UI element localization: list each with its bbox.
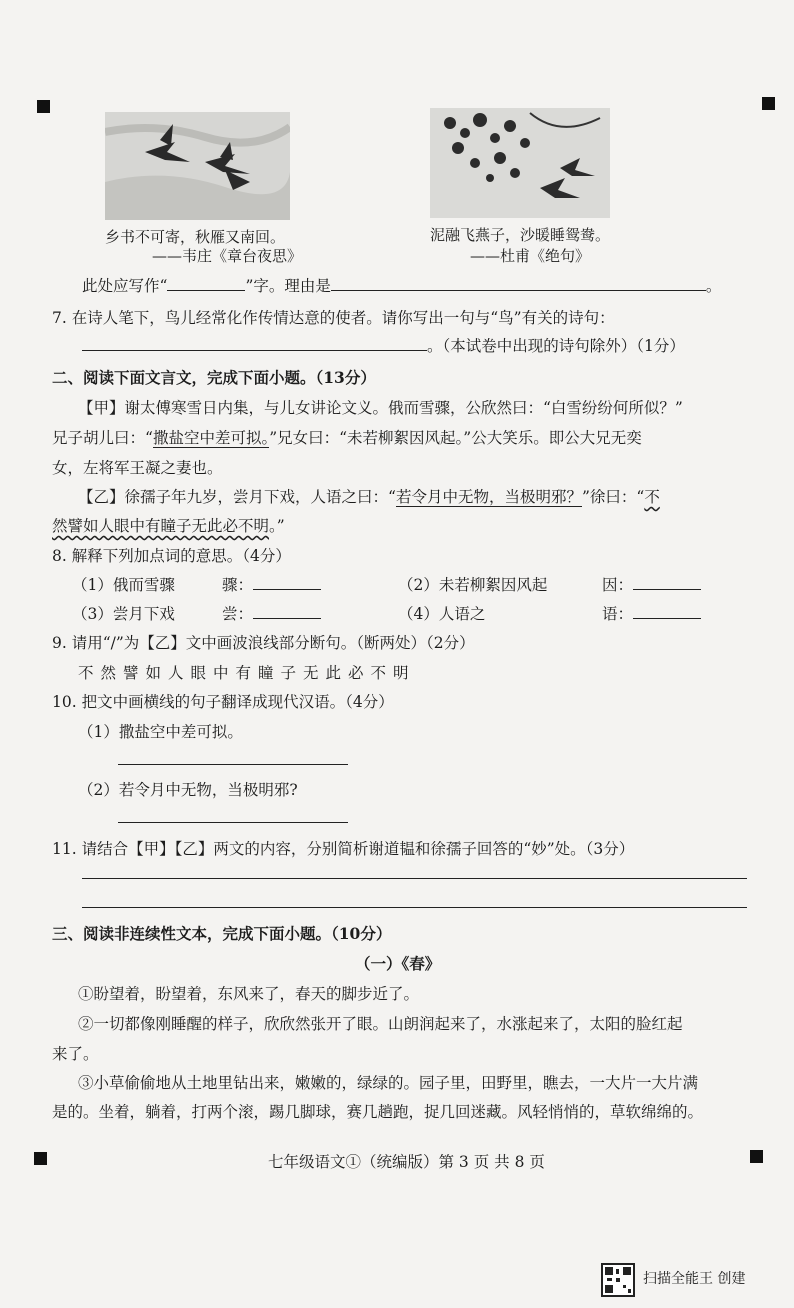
q10-sentence-2: （2）若令月中无物，当极明邪? bbox=[78, 781, 298, 799]
registration-mark-top-right bbox=[762, 97, 775, 110]
poem-right-line: 泥融飞燕子，沙暖睡鸳鸯。 bbox=[430, 226, 611, 244]
registration-mark-top-left bbox=[37, 100, 50, 113]
q8-item-4 bbox=[398, 602, 485, 624]
q9-text: 不然譬如人眼中有瞳子无此必不明 bbox=[78, 664, 416, 682]
q11-answer-line-2[interactable] bbox=[82, 907, 747, 908]
q8-item-1-answer bbox=[222, 573, 321, 595]
q8-item-4-answer bbox=[602, 602, 701, 624]
q8-item-2-phrase: （2）未若柳絮因风起 bbox=[398, 576, 548, 594]
q8-item-2-word: 因： bbox=[602, 576, 634, 594]
registration-mark-bottom-left bbox=[34, 1152, 47, 1165]
yi-line-1 bbox=[78, 485, 660, 507]
yi-line-2 bbox=[52, 514, 285, 536]
chun-paragraph-3-line-2: 是的。坐着，躺着，打两个滚，踢几脚球，赛几趟跑，捉几回迷藏。风轻悄悄的，草软绵绵的。 bbox=[52, 1103, 704, 1121]
q8-item-2 bbox=[398, 573, 547, 595]
geese-illustration bbox=[105, 112, 290, 220]
jia-line-2-a: 兄子胡儿曰：“ bbox=[52, 429, 153, 447]
q11-answer-line-1[interactable] bbox=[82, 878, 747, 879]
poem-left-source: ——韦庄《章台夜思》 bbox=[152, 247, 303, 265]
chun-paragraph-3-line-1: ③小草偷偷地从土地里钻出来，嫩嫩的，绿绿的。园子里，田野里，瞧去，一大片一大片满 bbox=[78, 1074, 699, 1092]
q8-item-4-word: 语： bbox=[602, 605, 634, 623]
q9-title: 9. 请用“/”为【乙】文中画波浪线部分断句。（断两处）（2分） bbox=[52, 634, 475, 652]
q6-answer-line bbox=[82, 274, 721, 296]
chun-paragraph-2-line-2: 来了。 bbox=[52, 1045, 99, 1063]
page-footer: 七年级语文①（统编版）第 3 页 共 8 页 bbox=[268, 1153, 545, 1171]
q10-answer-1-line[interactable] bbox=[118, 764, 348, 765]
jia-line-2 bbox=[52, 426, 642, 448]
q8-item-4-phrase: （4）人语之 bbox=[398, 605, 486, 623]
jia-underlined-sentence: 撒盐空中差可拟。 bbox=[152, 429, 270, 447]
q8-item-3-phrase: （3）尝月下戏 bbox=[72, 605, 175, 623]
q7-prompt: 7. 在诗人笔下，鸟儿经常化作传情达意的使者。请你写出一句与“鸟”有关的诗句： bbox=[52, 309, 615, 327]
jia-line-2-b: ”兄女曰：“未若柳絮因风起。”公大笑乐。即公大兄无奕 bbox=[269, 429, 642, 447]
swallows-illustration bbox=[430, 108, 610, 218]
section3-subtitle: （一）《春》 bbox=[355, 954, 441, 973]
yi-line-1-b: ”徐曰：“ bbox=[581, 488, 645, 506]
q8-item-3-answer bbox=[222, 602, 321, 624]
q8-item-3-blank[interactable] bbox=[253, 604, 321, 619]
q6-reason-blank[interactable] bbox=[331, 276, 706, 291]
poem-right-source: ——杜甫《绝句》 bbox=[470, 247, 591, 265]
q10-answer-2-line[interactable] bbox=[118, 822, 348, 823]
section2-heading: 二、阅读下面文言文，完成下面小题。（13分） bbox=[52, 368, 376, 387]
section3-heading: 三、阅读非连续性文本，完成下面小题。（10分） bbox=[52, 924, 392, 943]
q8-item-2-answer bbox=[602, 573, 701, 595]
poem-left-line: 乡书不可寄，秋雁又南回。 bbox=[105, 228, 286, 246]
yi-line-2-b: 。” bbox=[269, 517, 285, 535]
q8-item-1-phrase: （1）俄而雪骤 bbox=[72, 576, 175, 594]
registration-mark-bottom-right bbox=[750, 1150, 763, 1163]
q6-text-a: 此处应写作“ bbox=[82, 277, 168, 295]
q6-char-blank[interactable] bbox=[167, 276, 245, 291]
jia-line-1: 【甲】谢太傅寒雪日内集，与儿女讲论文义。俄而雪骤，公欣然曰：“白雪纷纷何所似？” bbox=[78, 399, 683, 417]
yi-wavy-start: 不 bbox=[644, 488, 660, 506]
qr-code-icon bbox=[601, 1263, 635, 1297]
q7-answer-blank[interactable] bbox=[82, 336, 427, 351]
q7-answer-line bbox=[82, 334, 685, 356]
q8-item-4-blank[interactable] bbox=[633, 604, 701, 619]
q7-tail: 。（本试卷中出现的诗句除外）（1分） bbox=[427, 337, 685, 355]
q10-title: 10. 把文中画横线的句子翻译成现代汉语。（4分） bbox=[52, 693, 394, 711]
q8-item-3 bbox=[72, 602, 175, 624]
yi-wavy-sentence: 然譬如人眼中有瞳子无此必不明 bbox=[52, 517, 270, 535]
scanner-watermark-text: 扫描全能王 创建 bbox=[643, 1271, 746, 1287]
q6-text-b: ”字。理由是 bbox=[245, 277, 331, 295]
chun-paragraph-2-line-1: ②一切都像刚睡醒的样子，欣欣然张开了眼。山朗润起来了，水涨起来了，太阳的脸红起 bbox=[78, 1015, 683, 1033]
q8-item-2-blank[interactable] bbox=[633, 575, 701, 590]
q6-text-c: 。 bbox=[705, 277, 722, 295]
yi-line-1-a: 【乙】徐孺子年九岁，尝月下戏，人语之曰：“ bbox=[78, 488, 396, 506]
jia-line-3: 女，左将军王凝之妻也。 bbox=[52, 459, 223, 477]
q8-title: 8. 解释下列加点词的意思。（4分） bbox=[52, 547, 291, 565]
chun-paragraph-1: ①盼望着，盼望着，东风来了，春天的脚步近了。 bbox=[78, 985, 420, 1003]
q8-item-1 bbox=[72, 573, 175, 595]
q8-item-3-word: 尝： bbox=[222, 605, 254, 623]
q8-item-1-blank[interactable] bbox=[253, 575, 321, 590]
q10-sentence-1: （1）撒盐空中差可拟。 bbox=[78, 723, 243, 741]
q8-item-1-word: 骤： bbox=[222, 576, 254, 594]
yi-underlined-sentence: 若令月中无物，当极明邪？ bbox=[395, 488, 582, 506]
q11-title: 11. 请结合【甲】【乙】两文的内容，分别简析谢道韫和徐孺子回答的“妙”处。（3分） bbox=[52, 840, 635, 858]
